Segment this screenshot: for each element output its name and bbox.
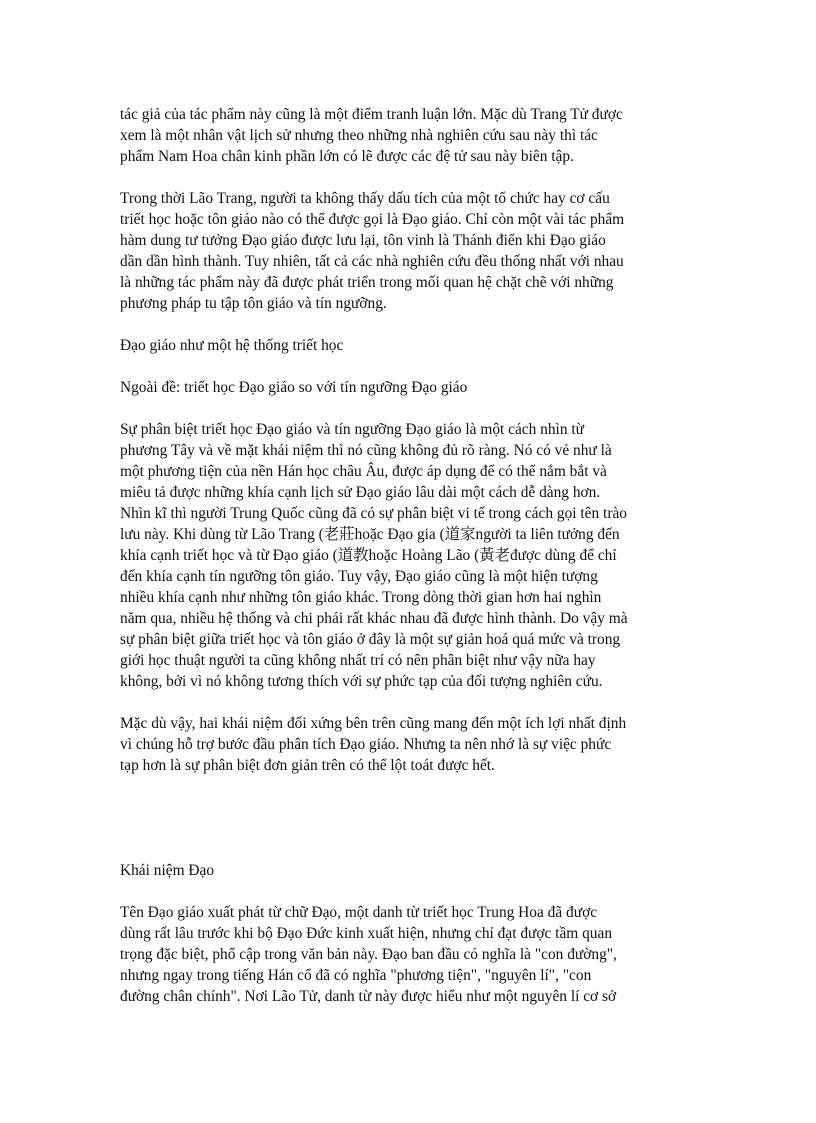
text-line: triết học hoặc tôn giáo nào có thể được gọi là Đạo giáo. Chỉ còn một vài tác phẩm xyxy=(120,211,625,228)
text-line: phẩm Nam Hoa chân kinh phần lớn có lẽ được các đệ tử sau này biên tập. xyxy=(120,148,574,165)
text-line: đường chân chính". Nơi Lão Tử, danh từ này được hiểu như một nguyên lí cơ sở xyxy=(120,988,617,1005)
text-line: phương pháp tu tập tôn giáo và tín ngưỡng. xyxy=(120,295,387,312)
text-line: vì chúng hỗ trợ bước đầu phân tích Đạo giáo. Nhưng ta nên nhớ là sự việc phức xyxy=(120,736,612,753)
text-line: phương Tây và về mặt khái niệm thì nó cũng không đủ rõ ràng. Nó có vẻ như là xyxy=(120,442,612,459)
text-line: hàm dung tư tưởng Đạo giáo được lưu lại, tôn vinh là Thánh điển khi Đạo giáo xyxy=(120,232,606,249)
heading-text: Khái niệm Đạo xyxy=(120,862,215,879)
heading-text: Đạo giáo như một hệ thống triết học xyxy=(120,337,344,354)
text-line: trọng đặc biệt, phổ cập trong văn bản này. Đạo ban đầu có nghĩa là "con đường", xyxy=(120,946,617,963)
text-line: lưu này. Khi dùng từ Lão Trang (老莊hoặc Đạo gia (道家người ta liên tưởng đến xyxy=(120,526,620,543)
text-line: miêu tả được những khía cạnh lịch sử Đạo giáo lâu dài một cách dễ dàng hơn. xyxy=(120,484,601,501)
text-line: khía cạnh triết học và từ Đạo giáo (道教hoặc Hoàng Lão (黃老được dùng để chỉ xyxy=(120,547,617,564)
paragraph-3 xyxy=(120,419,700,692)
paragraph-5 xyxy=(120,902,700,1007)
text-line: Tên Đạo giáo xuất phát từ chữ Đạo, một danh từ triết học Trung Hoa đã được xyxy=(120,904,598,921)
text-line: sự phân biệt giữa triết học và tôn giáo ở đây là một sự giản hoá quá mức và trong xyxy=(120,631,621,648)
text-line: dần dần hình thành. Tuy nhiên, tất cả các nhà nghiên cứu đều thống nhất với nhau xyxy=(120,253,624,270)
paragraph-2 xyxy=(120,188,700,314)
section-heading-philosophy xyxy=(120,335,700,356)
text-line: Trong thời Lão Trang, người ta không thấy dấu tích của một tổ chức hay cơ cấu xyxy=(120,190,610,207)
section-subheading-digression xyxy=(120,377,700,398)
text-line: là những tác phẩm này đã được phát triển trong mối quan hệ chặt chẽ với những xyxy=(120,274,614,291)
heading-text: Ngoài đề: triết học Đạo giáo so với tín ngưỡng Đạo giáo xyxy=(120,379,468,396)
text-line: xem là một nhân vật lịch sử nhưng theo những nhà nghiên cứu sau này thì tác xyxy=(120,127,598,144)
text-line: nhưng ngay trong tiếng Hán cổ đã có nghĩa "phương tiện", "nguyên lí", "con xyxy=(120,967,592,984)
text-line: giới học thuật người ta cũng không nhất trí có nên phân biệt như vậy nữa hay xyxy=(120,652,596,669)
text-line: Sự phân biệt triết học Đạo giáo và tín ngưỡng Đạo giáo là một cách nhìn từ xyxy=(120,421,584,438)
paragraph-1 xyxy=(120,104,700,167)
text-line: không, bởi vì nó không tương thích với sự phức tạp của đối tượng nghiên cứu. xyxy=(120,673,603,690)
document-body xyxy=(120,104,700,1028)
paragraph-4 xyxy=(120,713,700,776)
text-line: tác giả của tác phẩm này cũng là một điểm tranh luận lớn. Mặc dù Trang Tử được xyxy=(120,106,623,123)
text-line: nhiều khía cạnh như những tôn giáo khác. Trong dòng thời gian hơn hai nghìn xyxy=(120,589,602,606)
section-heading-dao-concept xyxy=(120,860,700,881)
text-line: Nhìn kĩ thì người Trung Quốc cũng đã có sự phân biệt vi tế trong cách gọi tên trào xyxy=(120,505,627,522)
text-line: năm qua, nhiều hệ thống và chi phái rất khác nhau đã được hình thành. Do vậy mà xyxy=(120,610,628,627)
text-line: đến khía cạnh tín ngưỡng tôn giáo. Tuy vậy, Đạo giáo cũng là một hiện tượng xyxy=(120,568,598,585)
text-line: dùng rất lâu trước khi bộ Đạo Đức kinh xuất hiện, nhưng chỉ đạt được tầm quan xyxy=(120,925,613,942)
text-line: một phương tiện của nền Hán học châu Âu, được áp dụng để có thể nắm bắt và xyxy=(120,463,607,480)
text-line: tạp hơn là sự phân biệt đơn giản trên có thể lột toát được hết. xyxy=(120,757,495,774)
text-line: Mặc dù vậy, hai khái niệm đối xứng bên trên cũng mang đến một ích lợi nhất định xyxy=(120,715,627,732)
blank-space xyxy=(120,797,700,860)
